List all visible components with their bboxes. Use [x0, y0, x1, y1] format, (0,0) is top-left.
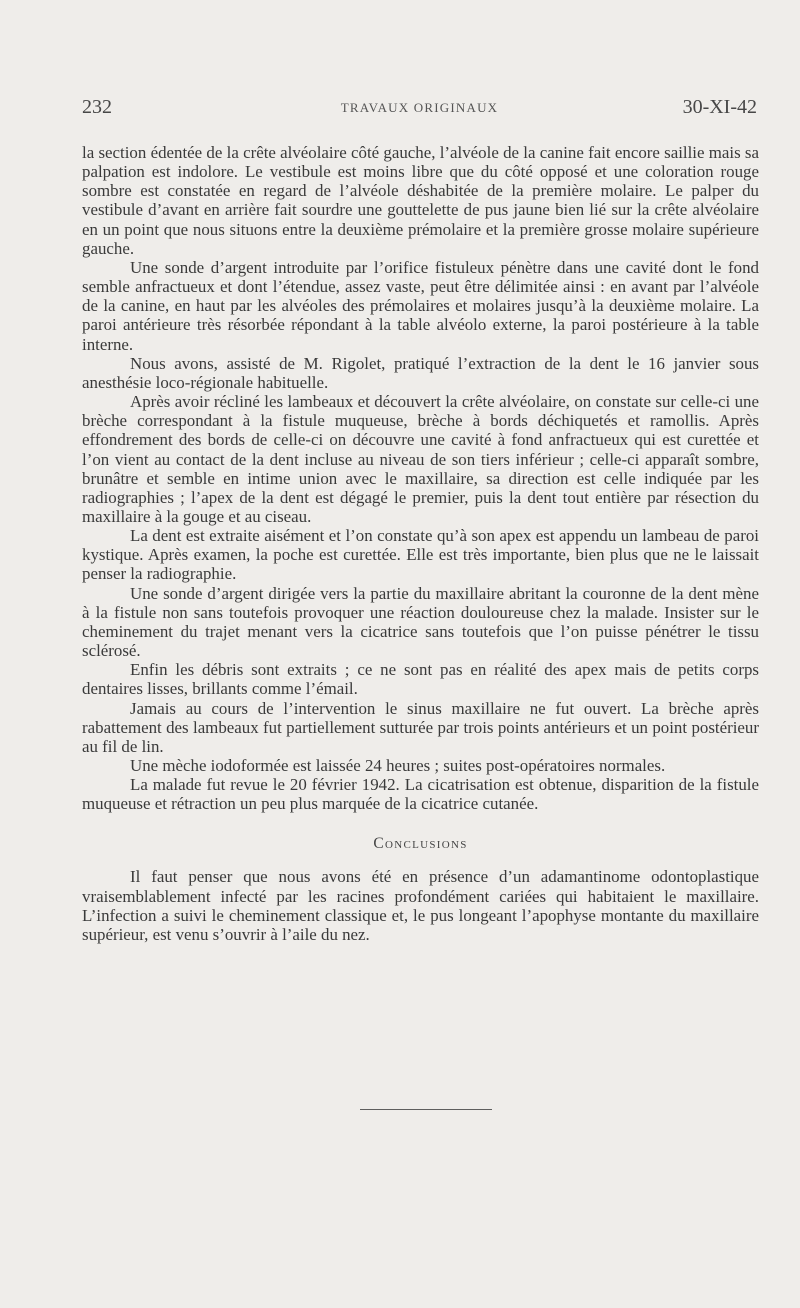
paragraph: Une sonde d’argent dirigée vers la partie du maxillaire abritant la couronne de la dent mène à la fistule non sans toutefois provoquer une réaction douloureuse chez la malade. Insister sur le cheminement du trajet menant vers la cicatrice sans toutefois que l’on puisse pénétrer le tissu sclérosé. [82, 583, 759, 661]
paragraph: la section édentée de la crête alvéolaire côté gauche, l’alvéole de la canine fait encore saillie mais sa palpation est indolore. Le vestibule est moins libre que du côté opposé et une coloration rouge sombre est constatée en regard de l’alvéole déshabitée de la première molaire. Le palper du vestibule d’avant en arrière fait sourdre une gouttelette de pus jaune bien lié sur la crête alvéolaire en un point que nous situons entre la deuxième prémolaire et la première grosse molaire supérieure gauche. [82, 143, 759, 258]
header-date: 30-XI-42 [682, 96, 757, 118]
conclusions-heading: Conclusions [373, 835, 468, 853]
paragraph: Une mèche iodoformée est laissée 24 heures ; suites post-opératoires normales. [130, 756, 666, 775]
paragraph: Jamais au cours de l’intervention le sinus maxillaire ne fut ouvert. La brèche après rabattement des lambeaux fut partiellement sutturée par trois points antérieurs et un point postérieur au fil de lin. [82, 698, 759, 756]
paragraph: Une sonde d’argent introduite par l’orifice fistuleux pénètre dans une cavité dont le fond semble anfractueux et dont l’étendue, assez vaste, peut être délimitée ainsi : en avant par l’alvéole de la canine, en haut par les alvéoles des prémolaires et molaires jusqu’à la deuxième molaire. La paroi antérieure très résorbée répondant à la table alvéolo externe, la paroi postérieure à la table interne. [82, 257, 759, 354]
page-header [82, 96, 757, 122]
page-number: 232 [82, 96, 112, 118]
paragraph: Après avoir récliné les lambeaux et découvert la crête alvéolaire, on constate sur celle-ci une brèche correspondant à la fistule muqueuse, brèche à bords déchiquetés et ramollis. Après effondrement des bords de celle-ci on découvre une cavité à fond anfractueux qui est curettée et l’on vient au contact de la dent incluse au niveau de son tiers inférieur ; celle-ci apparaît sombre, brunâtre et semble en intime union avec le maxillaire, sa direction est celle indiquée par les radiographies ; l’apex de la dent est dégagé le premier, puis la dent tout entière par résection du maxillaire à la gouge et au ciseau. [82, 392, 759, 526]
paragraph: Enfin les débris sont extraits ; ce ne sont pas en réalité des apex mais de petits corps dentaires lisses, brillants comme l’émail. [82, 660, 759, 699]
end-rule [360, 1109, 492, 1110]
paragraph: Nous avons, assisté de M. Rigolet, pratiqué l’extraction de la dent le 16 janvier sous anesthésie loco-régionale habituelle. [82, 353, 759, 392]
paragraph: La malade fut revue le 20 février 1942. La cicatrisation est obtenue, disparition de la fistule muqueuse et rétraction un peu plus marquée de la cicatrice cutanée. [82, 775, 759, 814]
conclusions-paragraph: Il faut penser que nous avons été en présence d’un adamantinome odontoplastique vraisemblablement infecté par les racines profondément cariées qui habitaient le maxillaire. L’infection a suivi le cheminement classique et, le pus longeant l’apophyse montante du maxillaire supérieur, est venu s’ouvrir à l’aile du nez. [82, 867, 759, 944]
running-title: TRAVAUX ORIGINAUX [340, 100, 499, 115]
article-body [82, 143, 759, 944]
paragraph: La dent est extraite aisément et l’on constate qu’à son apex est appendu un lambeau de paroi kystique. Après examen, la poche est curettée. Elle est très importante, bien plus que ne le laissait penser la radiographie. [82, 526, 759, 584]
